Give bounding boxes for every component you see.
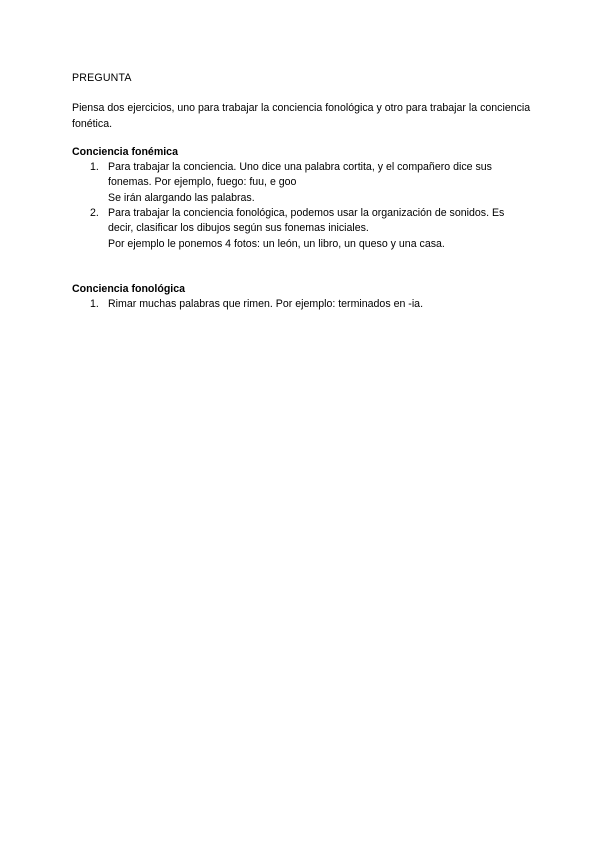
list-item-text: Se irán alargando las palabras. [108, 191, 255, 204]
section-conciencia-fonemica [72, 145, 532, 252]
list-item-text: Para trabajar la conciencia fonológica, podemos usar la organización de sonidos. Es [108, 207, 505, 220]
section-title: Conciencia fonológica [72, 282, 186, 295]
list-item-text: fonemas. Por ejemplo, fuego: fuu, e goo [108, 176, 297, 189]
list-item-number: 1. [90, 298, 99, 311]
question-prompt: Piensa dos ejercicios, uno para trabajar la conciencia fonológica y otro para trabajar la conciencia fonética. [72, 102, 531, 130]
document-body [72, 71, 532, 313]
section-title: Conciencia fonémica [72, 145, 178, 158]
list-item-text: Por ejemplo le ponemos 4 fotos: un león, un libro, un queso y una casa. [108, 237, 445, 250]
list-item [72, 206, 532, 252]
list-item-text: decir, clasificar los dibujos según sus fonemas iniciales. [108, 222, 369, 235]
list-item-text: Rimar muchas palabras que rimen. Por ejemplo: terminados en -ia. [108, 298, 424, 311]
question-heading: PREGUNTA [72, 72, 132, 84]
list-item-number: 1. [90, 161, 99, 174]
section-conciencia-fonologica [72, 282, 532, 313]
list-item [72, 160, 532, 206]
numbered-list [72, 160, 532, 252]
list-item-text: Para trabajar la conciencia. Uno dice una palabra cortita, y el compañero dice sus [108, 161, 492, 174]
numbered-list [72, 297, 532, 312]
list-item [72, 297, 532, 312]
section-spacer [72, 252, 532, 282]
list-item-number: 2. [90, 207, 99, 220]
